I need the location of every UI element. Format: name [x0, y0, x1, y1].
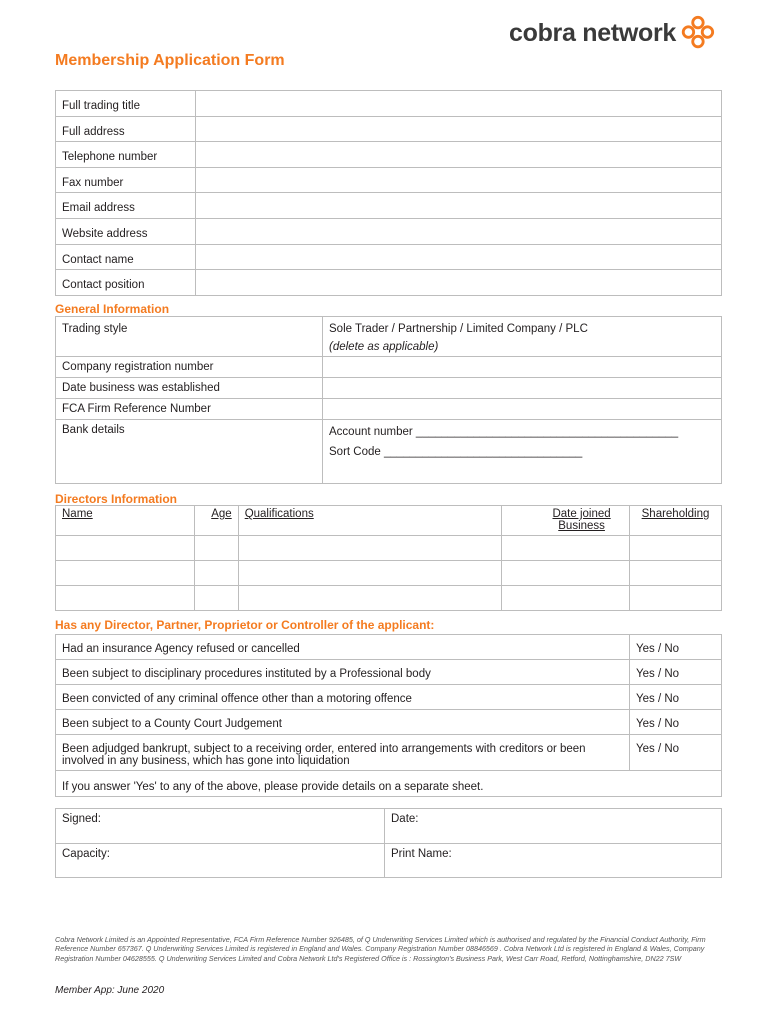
question-text: Been convicted of any criminal offence other than a motoring offence: [56, 685, 630, 710]
directors-table: [55, 505, 722, 611]
label-telephone-number: Telephone number: [56, 142, 196, 168]
director-shareholding-cell[interactable]: [630, 586, 722, 611]
logo-wordmark: cobra network: [509, 19, 676, 47]
label-date-established: Date business was established: [56, 378, 323, 399]
column-name: Name: [56, 506, 195, 536]
signature-table: [55, 808, 722, 878]
column-qualifications: Qualifications: [238, 506, 501, 536]
website-address-field[interactable]: [196, 218, 722, 244]
question-row: [56, 735, 722, 771]
director-date-joined-cell[interactable]: [502, 586, 630, 611]
document-reference: Member App: June 2020: [55, 985, 165, 996]
date-established-field[interactable]: [323, 378, 722, 399]
questions-note: If you answer 'Yes' to any of the above, please provide details on a separate sheet.: [56, 771, 722, 797]
trading-style-field[interactable]: [323, 317, 722, 357]
account-number-line: Account number _________________________________________: [329, 426, 679, 438]
label-company-registration-number: Company registration number: [56, 357, 323, 378]
question-row: [56, 710, 722, 735]
column-age: Age: [194, 506, 238, 536]
director-age-cell[interactable]: [194, 561, 238, 586]
directors-information-heading: Directors Information: [55, 492, 178, 506]
general-information-heading: General Information: [55, 302, 170, 316]
question-text: Had an insurance Agency refused or cancelled: [56, 635, 630, 660]
full-trading-title-field[interactable]: [196, 91, 722, 117]
label-bank-details: Bank details: [56, 420, 323, 484]
signed-field[interactable]: Signed:: [56, 809, 385, 844]
label-website-address: Website address: [56, 218, 196, 244]
yes-no-answer[interactable]: Yes / No: [630, 735, 722, 771]
yes-no-answer[interactable]: Yes / No: [630, 660, 722, 685]
question-row: [56, 685, 722, 710]
full-address-field[interactable]: [196, 116, 722, 142]
fax-number-field[interactable]: [196, 167, 722, 193]
contact-position-field[interactable]: [196, 270, 722, 296]
trading-style-options: Sole Trader / Partnership / Limited Company / PLC: [329, 323, 588, 335]
director-date-joined-cell[interactable]: [502, 561, 630, 586]
label-trading-style: Trading style: [56, 317, 323, 357]
director-qualifications-cell[interactable]: [238, 536, 501, 561]
yes-no-answer[interactable]: Yes / No: [630, 685, 722, 710]
form-title: Membership Application Form: [55, 52, 285, 69]
label-full-trading-title: Full trading title: [56, 91, 196, 117]
director-name-cell[interactable]: [56, 536, 195, 561]
director-date-joined-cell[interactable]: [502, 536, 630, 561]
director-age-cell[interactable]: [194, 536, 238, 561]
director-qualifications-cell[interactable]: [238, 586, 501, 611]
question-text: Been adjudged bankrupt, subject to a receiving order, entered into arrangements with creditors or been involved in any business, which has gone into liquidation: [56, 735, 630, 771]
company-registration-field[interactable]: [323, 357, 722, 378]
label-contact-position: Contact position: [56, 270, 196, 296]
questions-heading: Has any Director, Partner, Proprietor or Controller of the applicant:: [55, 618, 435, 632]
label-full-address: Full address: [56, 116, 196, 142]
date-field[interactable]: Date:: [385, 809, 722, 844]
director-age-cell[interactable]: [194, 586, 238, 611]
contact-name-field[interactable]: [196, 244, 722, 270]
director-name-cell[interactable]: [56, 586, 195, 611]
telephone-number-field[interactable]: [196, 142, 722, 168]
sort-code-line: Sort Code _______________________________: [329, 446, 583, 458]
question-row: [56, 660, 722, 685]
cobra-network-logo: [509, 14, 716, 52]
column-shareholding: Shareholding: [630, 506, 722, 536]
legal-footer: Cobra Network Limited is an Appointed Representative, FCA Firm Reference Number 926485, of Q Underwriting Services Limited which is authorised and regulated by the Financial Conduct Authority, Firm Reference Number 657367. Q Underwriting Services Limited is registered in England and Wales. Company Registration Number 08846569 . Cobra Network Ltd is registered in England & Wales, Company Registration Number 04628555. Q Underwriting Services Limited and Cobra Network Ltd's Registered Office is : Rossington's Business Park, West Carr Road, Retford, Nottinghamshire, DN22 7SW: [55, 935, 706, 963]
director-shareholding-cell[interactable]: [630, 561, 722, 586]
contact-details-table: [55, 90, 722, 296]
director-shareholding-cell[interactable]: [630, 536, 722, 561]
email-address-field[interactable]: [196, 193, 722, 219]
question-text: Been subject to a County Court Judgement: [56, 710, 630, 735]
label-fax-number: Fax number: [56, 167, 196, 193]
questions-table: [55, 634, 722, 797]
label-contact-name: Contact name: [56, 244, 196, 270]
question-row: [56, 635, 722, 660]
fca-reference-field[interactable]: [323, 399, 722, 420]
column-date-joined: Date joined Business: [502, 506, 630, 536]
label-fca-reference: FCA Firm Reference Number: [56, 399, 323, 420]
general-information-table: [55, 316, 722, 484]
capacity-field[interactable]: Capacity:: [56, 843, 385, 878]
cobra-logo-icon: [678, 14, 716, 52]
print-name-field[interactable]: Print Name:: [385, 843, 722, 878]
label-email-address: Email address: [56, 193, 196, 219]
yes-no-answer[interactable]: Yes / No: [630, 710, 722, 735]
question-text: Been subject to disciplinary procedures instituted by a Professional body: [56, 660, 630, 685]
bank-details-field[interactable]: [323, 420, 722, 484]
director-row: [56, 561, 722, 586]
yes-no-answer[interactable]: Yes / No: [630, 635, 722, 660]
director-name-cell[interactable]: [56, 561, 195, 586]
director-row: [56, 586, 722, 611]
director-qualifications-cell[interactable]: [238, 561, 501, 586]
director-row: [56, 536, 722, 561]
trading-style-note: (delete as applicable): [329, 341, 439, 353]
